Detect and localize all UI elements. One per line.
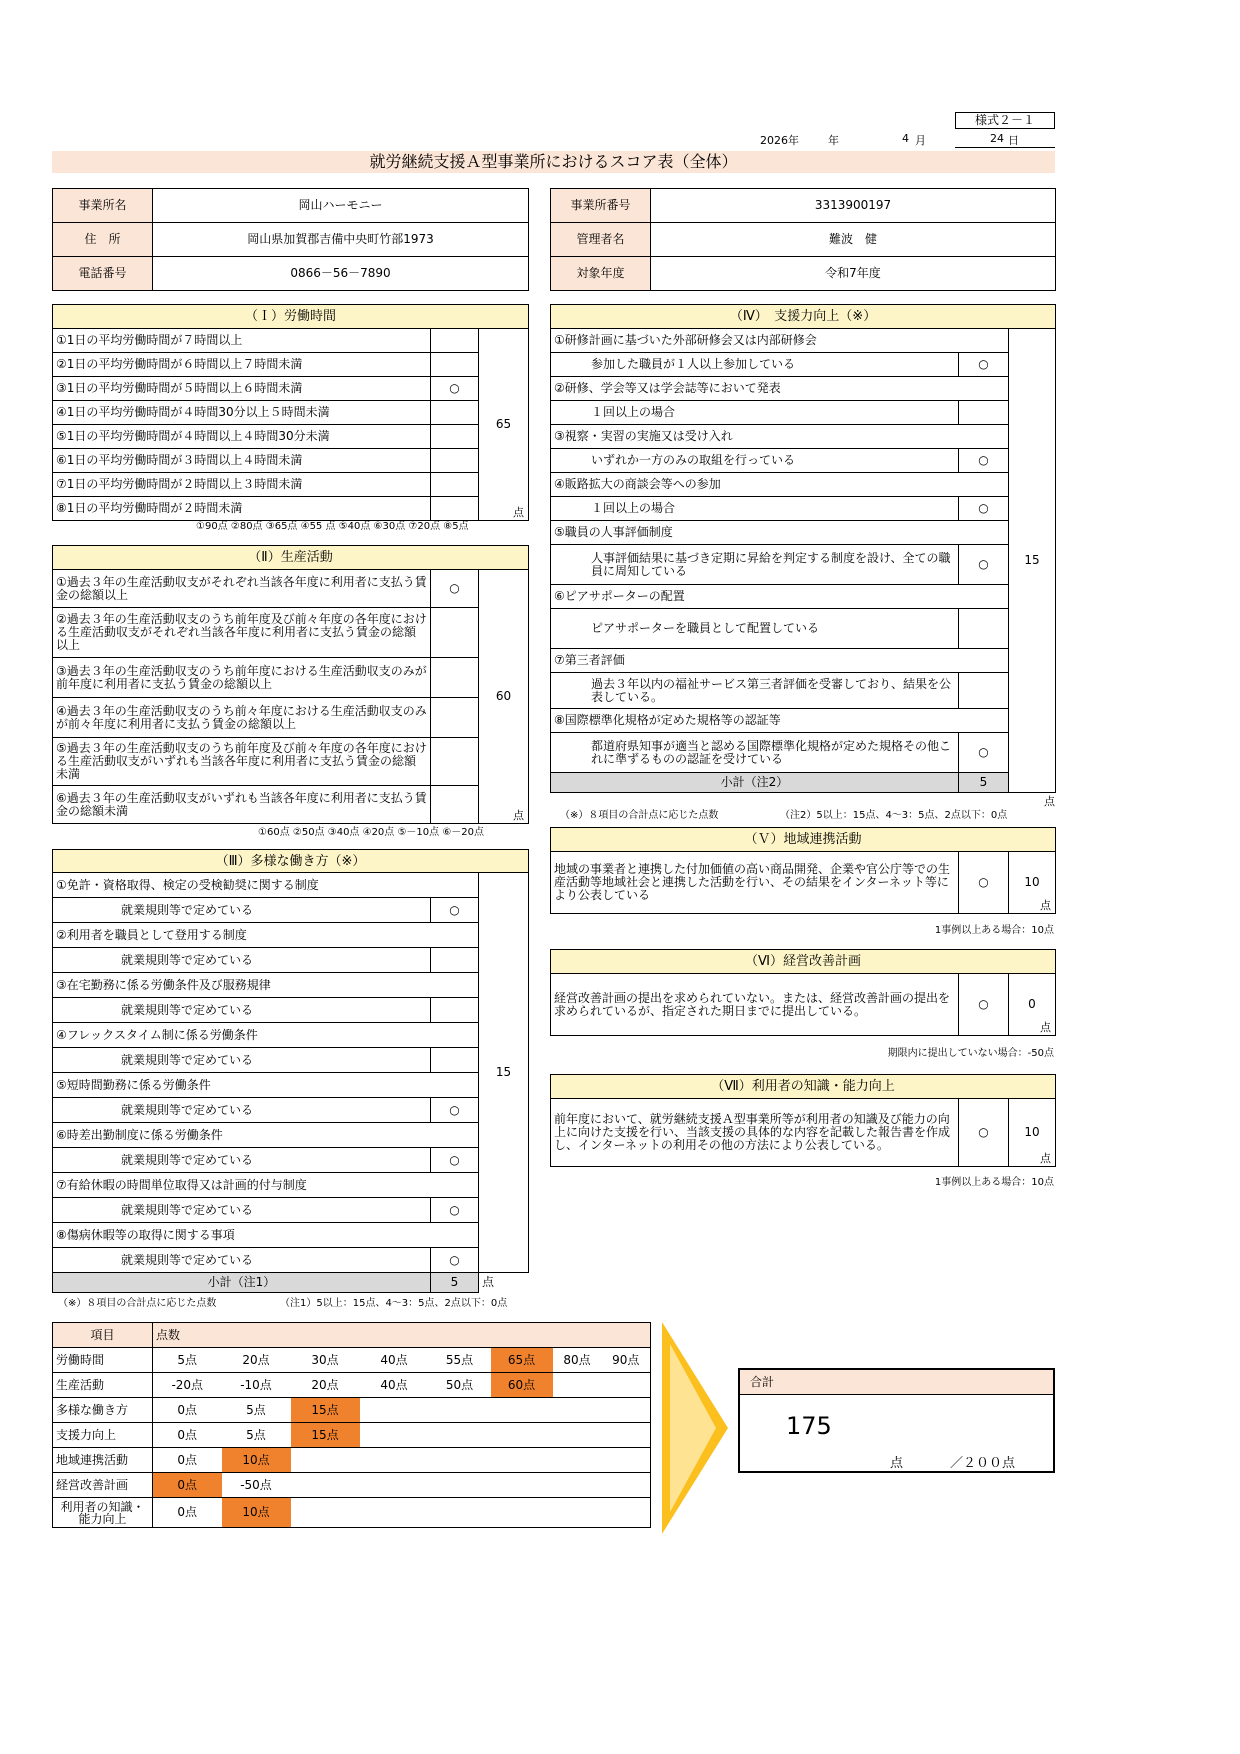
summary-empty-cell [602,1398,651,1423]
check-mark [431,738,479,786]
check-mark: ○ [959,353,1009,377]
section-title: （Ⅵ）経営改善計画 [551,950,1056,974]
total-value: 175 [786,1412,832,1440]
score-unit: 点 [513,809,524,822]
section-note: （※）８項目の合計点に応じた点数 [58,1298,217,1309]
summary-score-cell: 10点 [222,1498,291,1528]
summary-head-item: 項目 [53,1323,153,1348]
criterion-sub: １回以上の場合 [551,497,959,521]
date-year: 2026年 [760,134,799,147]
section-title: （Ｖ）地域連携活動 [551,828,1056,852]
score-value: 10 [1024,875,1040,889]
summary-score-cell: 55点 [429,1348,491,1373]
total-max: ／２００点 [950,1456,1016,1471]
summary-score-cell: 15点 [291,1398,360,1423]
summary-row-label: 生産活動 [53,1373,153,1398]
criterion-text: ①過去３年の生産活動収支がそれぞれ当該各年度に利用者に支払う賃金の総額以上 [53,570,431,608]
check-mark: ○ [959,974,1009,1036]
section-note: ①90点 ②80点 ③65点 ④55 点 ⑤40点 ⑥30点 ⑦20点 ⑧5点 [196,521,469,532]
summary-score-cell: -10点 [222,1373,291,1398]
summary-score-cell: 0点 [153,1448,222,1473]
criterion-head: ②研修、学会等又は学会誌等において発表 [551,377,1009,401]
criterion-head: ③視察・実習の実施又は受け入れ [551,425,1009,449]
section-working-hours [52,304,529,521]
summary-row [53,1423,651,1448]
criterion-text: ⑦1日の平均労働時間が２時間以上３時間未満 [53,473,431,497]
facility-name: 岡山ハーモニー [153,189,529,223]
summary-empty-cell [553,1423,602,1448]
summary-score-cell: 15点 [291,1423,360,1448]
info-table-left [52,188,529,291]
info-label: 電話番号 [53,257,153,291]
check-mark: ○ [431,1198,479,1223]
criterion-sub: １回以上の場合 [551,401,959,425]
summary-table [52,1322,651,1528]
summary-score-cell: 50点 [429,1373,491,1398]
criterion-text: ⑥1日の平均労働時間が３時間以上４時間未満 [53,449,431,473]
criterion-sub: 就業規則等で定めている [53,948,431,973]
section-management [550,949,1056,1036]
check-mark [431,948,479,973]
date-month-suffix: 月 [915,134,926,147]
summary-empty-cell [602,1373,651,1398]
date-underline [955,147,1055,148]
summary-empty-cell [602,1423,651,1448]
score-unit: 点 [1040,899,1052,912]
summary-head-score: 点数 [153,1323,651,1348]
criterion-head: ①免許・資格取得、検定の受検勧奨に関する制度 [53,873,479,898]
target-year: 令和7年度 [651,257,1056,291]
date-day: 24 [990,132,1004,145]
section-note: 期限内に提出していない場合：-50点 [887,1048,1054,1059]
check-mark [431,608,479,658]
criterion-sub: 就業規則等で定めている [53,1198,431,1223]
criterion-head: ⑤短時間勤務に係る労働条件 [53,1073,479,1098]
summary-score-cell: 65点 [491,1348,553,1373]
criterion-text: ④過去３年の生産活動収支のうち前々年度における生産活動収支のみが前々年度に利用者に支払う賃金の総額以上 [53,698,431,738]
section-title: （Ⅱ）生産活動 [53,546,529,570]
subtotal-label: 小計（注1） [53,1273,431,1293]
score-unit: 点 [513,506,524,519]
summary-empty-cell [429,1473,491,1498]
section-score [479,329,529,521]
summary-empty-cell [602,1498,651,1528]
summary-score-cell: 40点 [360,1348,429,1373]
criterion-text: ⑤過去３年の生産活動収支のうち前年度及び前々年度の各年度における生産活動収支がいずれも当該各年度に利用者に支払う賃金の総額未満 [53,738,431,786]
summary-score-cell: 5点 [222,1423,291,1448]
subtotal-unit: 点 [1044,795,1055,808]
check-mark [959,609,1009,649]
info-label: 事業所名 [53,189,153,223]
check-mark [431,497,479,521]
subtotal-label: 小計（注2） [551,773,959,793]
summary-empty-cell [291,1473,360,1498]
criterion-text: 地域の事業者と連携した付加価値の高い商品開発、企業や官公庁等での生産活動等地域社会と連携した活動を行い、その結果をインターネット等により公表している [551,852,959,914]
summary-empty-cell [553,1498,602,1528]
summary-row-label: 経営改善計画 [53,1473,153,1498]
criterion-sub: いずれか一方のみの取組を行っている [551,449,959,473]
criterion-head: ⑧国際標準化規格が定めた規格等の認証等 [551,709,1009,733]
summary-empty-cell [553,1448,602,1473]
form-number: 様式２－１ [955,112,1055,129]
summary-row [53,1398,651,1423]
facility-address: 岡山県加賀郡吉備中央町竹部1973 [153,223,529,257]
score-value: 65 [495,417,512,431]
check-mark [431,998,479,1023]
summary-empty-cell [491,1448,553,1473]
check-mark [959,673,1009,709]
check-mark: ○ [959,1099,1009,1167]
criterion-sub: 人事評価結果に基づき定期に昇給を判定する制度を設け、全ての職員に周知している [551,545,959,585]
criterion-text: ⑥過去３年の生産活動収支がいずれも当該各年度に利用者に支払う賃金の総額未満 [53,786,431,824]
section-score [1009,329,1056,793]
score-value: 10 [1024,1125,1040,1139]
criterion-text: 前年度において、就労継続支援Ａ型事業所等が利用者の知識及び能力の向上に向けた支援を行い、当該支援の具体的な内容を記載した報告書を作成し、インターネットの利用その他の方法により公表している。 [551,1099,959,1167]
summary-empty-cell [491,1398,553,1423]
check-mark: ○ [959,852,1009,914]
criterion-sub: 就業規則等で定めている [53,1248,431,1273]
summary-empty-cell [360,1498,429,1528]
criterion-head: ⑦第三者評価 [551,649,1009,673]
criterion-head: ②利用者を職員として登用する制度 [53,923,479,948]
summary-row [53,1498,651,1528]
summary-score-cell: -50点 [222,1473,291,1498]
section-title: （Ⅳ） 支援力向上（※） [551,305,1056,329]
section-note: （※）８項目の合計点に応じた点数 [560,810,719,821]
summary-score-cell: 80点 [553,1348,602,1373]
summary-row-label: 労働時間 [53,1348,153,1373]
section-score: 15 [479,873,529,1273]
subtotal-value: 5 [959,773,1009,793]
summary-empty-cell [429,1398,491,1423]
section-score [1009,852,1056,914]
total-box [738,1368,1055,1473]
summary-score-cell: 5点 [222,1398,291,1423]
score-value: 0 [1028,997,1036,1011]
check-mark [431,698,479,738]
check-mark [959,401,1009,425]
page-title: 就労継続支援Ａ型事業所におけるスコア表（全体） [52,151,1055,173]
check-mark [431,425,479,449]
summary-empty-cell [360,1473,429,1498]
summary-row-label: 利用者の知識・能力向上 [53,1498,153,1528]
facility-number: 3313900197 [651,189,1056,223]
criterion-sub: 参加した職員が１人以上参加している [551,353,959,377]
summary-row [53,1448,651,1473]
date-month: 4 [902,132,909,145]
section-note: 1事例以上ある場合：10点 [934,925,1054,936]
subtotal-unit: 点 [479,1273,529,1293]
summary-empty-cell [491,1473,553,1498]
info-label: 住 所 [53,223,153,257]
arrow-right-icon [660,1322,730,1534]
date-year-suffix: 年 [828,134,839,147]
summary-row-label: 多様な働き方 [53,1398,153,1423]
section-score [1009,974,1056,1036]
check-mark [431,401,479,425]
criterion-text: 経営改善計画の提出を求められていない。または、経営改善計画の提出を求められているが、指定された期日までに提出している。 [551,974,959,1036]
summary-score-cell: 10点 [222,1448,291,1473]
score-unit: 点 [1040,1152,1052,1165]
section-diverse-work [52,849,529,1293]
summary-empty-cell [429,1498,491,1528]
summary-score-cell: 40点 [360,1373,429,1398]
criterion-sub: 就業規則等で定めている [53,898,431,923]
summary-row-label: 地域連携活動 [53,1448,153,1473]
summary-row [53,1373,651,1398]
criterion-text: ③1日の平均労働時間が５時間以上６時間未満 [53,377,431,401]
info-label: 管理者名 [551,223,651,257]
summary-score-cell: 0点 [153,1423,222,1448]
check-mark: ○ [959,449,1009,473]
section-note: 1事例以上ある場合：10点 [934,1177,1054,1188]
section-production [52,545,529,824]
total-label: 合計 [740,1370,1053,1395]
subtotal-value: 5 [431,1273,479,1293]
summary-score-cell: 20点 [222,1348,291,1373]
check-mark: ○ [959,733,1009,773]
criterion-text: ②1日の平均労働時間が６時間以上７時間未満 [53,353,431,377]
section-note: （注1）5以上：15点、4～3：5点、2点以下：0点 [280,1298,508,1309]
summary-score-cell: 0点 [153,1398,222,1423]
criterion-sub: 就業規則等で定めている [53,1148,431,1173]
criterion-head: ③在宅勤務に係る労働条件及び服務規律 [53,973,479,998]
check-mark: ○ [431,570,479,608]
info-table-right [550,188,1056,291]
summary-score-cell: 90点 [602,1348,651,1373]
summary-row-label: 支援力向上 [53,1423,153,1448]
check-mark: ○ [431,898,479,923]
summary-empty-cell [360,1398,429,1423]
check-mark: ○ [959,497,1009,521]
section-title: （Ｉ）労働時間 [53,305,529,329]
check-mark [431,786,479,824]
summary-empty-cell [429,1448,491,1473]
criterion-head: ④販路拡大の商談会等への参加 [551,473,1009,497]
summary-empty-cell [553,1373,602,1398]
summary-score-cell: 20点 [291,1373,360,1398]
check-mark [431,449,479,473]
check-mark: ○ [959,545,1009,585]
criterion-text: ⑧1日の平均労働時間が２時間未満 [53,497,431,521]
score-unit: 点 [1040,1021,1051,1034]
check-mark: ○ [431,1148,479,1173]
section-score [1009,1099,1056,1167]
check-mark [431,353,479,377]
summary-score-cell: 0点 [153,1498,222,1528]
section-score [479,570,529,824]
summary-empty-cell [491,1423,553,1448]
summary-empty-cell [429,1423,491,1448]
criterion-head: ⑧傷病休暇等の取得に関する事項 [53,1223,479,1248]
criterion-text: ①1日の平均労働時間が７時間以上 [53,329,431,353]
score-value: 60 [495,689,512,703]
check-mark: ○ [431,1098,479,1123]
summary-empty-cell [553,1473,602,1498]
section-support-capacity [550,304,1056,793]
criterion-sub: 就業規則等で定めている [53,1048,431,1073]
criterion-text: ②過去３年の生産活動収支のうち前年度及び前々年度の各年度における生産活動収支がそれぞれ当該各年度に利用者に支払う賃金の総額以上 [53,608,431,658]
check-mark [431,329,479,353]
summary-empty-cell [291,1498,360,1528]
criterion-text: ⑤1日の平均労働時間が４時間以上４時間30分未満 [53,425,431,449]
summary-empty-cell [360,1448,429,1473]
summary-empty-cell [491,1498,553,1528]
criterion-head: ④フレックスタイム制に係る労働条件 [53,1023,479,1048]
criterion-head: ⑤職員の人事評価制度 [551,521,1009,545]
summary-empty-cell [291,1448,360,1473]
summary-score-cell: -20点 [153,1373,222,1398]
criterion-sub: 過去３年以内の福祉サービス第三者評価を受審しており、結果を公表している。 [551,673,959,709]
summary-empty-cell [602,1448,651,1473]
summary-score-cell: 5点 [153,1348,222,1373]
check-mark [431,473,479,497]
summary-empty-cell [553,1398,602,1423]
section-title: （Ⅲ）多様な働き方（※） [53,850,529,873]
criterion-text: ③過去３年の生産活動収支のうち前年度における生産活動収支のみが前年度に利用者に支払う賃金の総額以上 [53,658,431,698]
date-day-suffix: 日 [1008,134,1019,147]
criterion-head: ⑥ピアサポーターの配置 [551,585,1009,609]
score-value: 15 [1024,553,1040,567]
summary-row [53,1473,651,1498]
summary-score-cell: 0点 [153,1473,222,1498]
section-note: ①60点 ②50点 ③40点 ④20点 ⑤－10点 ⑥－20点 [258,827,485,838]
criterion-head: ①研修計画に基づいた外部研修会又は内部研修会 [551,329,1009,353]
facility-phone: 0866－56－7890 [153,257,529,291]
section-title: （Ⅶ）利用者の知識・能力向上 [551,1075,1056,1099]
manager-name: 難波 健 [651,223,1056,257]
criterion-text: ④1日の平均労働時間が４時間30分以上５時間未満 [53,401,431,425]
check-mark [431,658,479,698]
summary-empty-cell [602,1473,651,1498]
section-knowledge [550,1074,1056,1167]
summary-score-cell: 30点 [291,1348,360,1373]
criterion-head: ⑦有給休暇の時間単位取得又は計画的付与制度 [53,1173,479,1198]
criterion-sub: 就業規則等で定めている [53,1098,431,1123]
criterion-sub: 都道府県知事が適当と認める国際標準化規格が定めた規格その他これに準ずるものの認証を受けている [551,733,959,773]
total-unit: 点 [890,1456,904,1471]
check-mark: ○ [431,1248,479,1273]
info-label: 対象年度 [551,257,651,291]
criterion-head: ⑥時差出勤制度に係る労働条件 [53,1123,479,1148]
info-label: 事業所番号 [551,189,651,223]
section-note: （注2）5以上：15点、4～3：5点、2点以下：0点 [780,810,1008,821]
summary-score-cell: 60点 [491,1373,553,1398]
summary-empty-cell [360,1423,429,1448]
check-mark: ○ [431,377,479,401]
section-regional [550,827,1056,914]
summary-row [53,1348,651,1373]
criterion-sub: 就業規則等で定めている [53,998,431,1023]
check-mark [431,1048,479,1073]
criterion-sub: ピアサポーターを職員として配置している [551,609,959,649]
